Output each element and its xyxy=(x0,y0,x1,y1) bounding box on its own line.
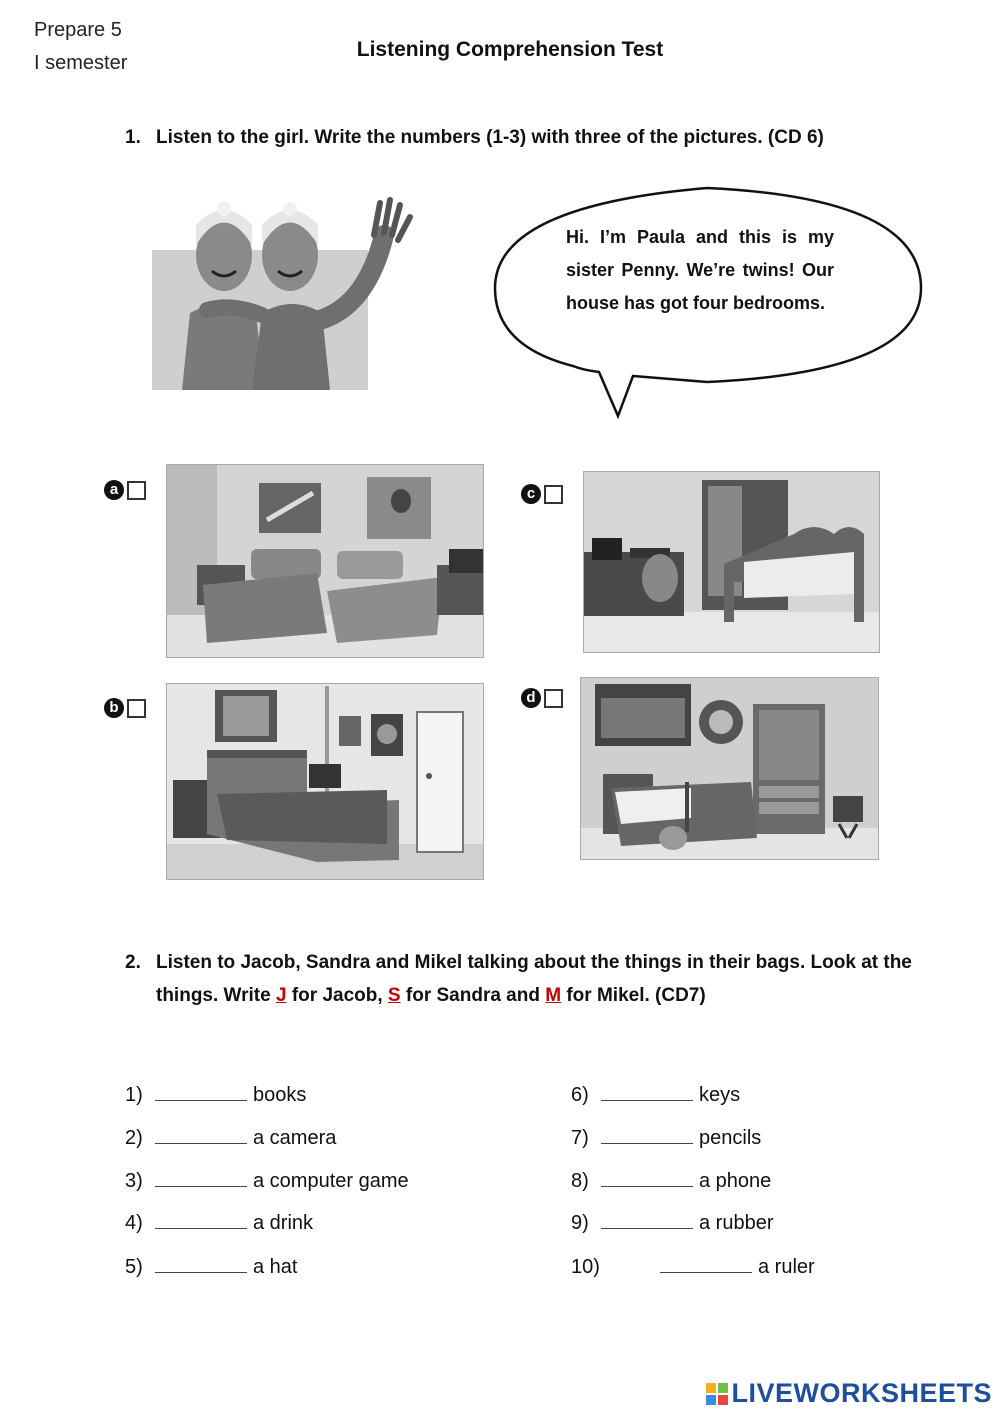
item-number: 10) xyxy=(571,1256,600,1278)
q1-number: 1. xyxy=(125,127,141,148)
page-title: Listening Comprehension Test xyxy=(356,38,664,61)
option-d-checkbox[interactable] xyxy=(544,689,563,708)
item-label: pencils xyxy=(699,1127,762,1149)
option-b-checkbox[interactable] xyxy=(127,699,146,718)
list-item xyxy=(571,1168,771,1194)
item-number: 2) xyxy=(125,1127,143,1149)
item-label: keys xyxy=(699,1084,741,1106)
list-item xyxy=(571,1210,774,1236)
item-label: a computer game xyxy=(253,1170,409,1192)
bedroom-b-image xyxy=(166,683,484,880)
option-b-letter: b xyxy=(104,698,124,718)
list-item xyxy=(125,1254,297,1280)
item-number: 1) xyxy=(125,1084,143,1106)
option-a-letter: a xyxy=(104,480,124,500)
q2-text-1: Listen to Jacob, Sandra and Mikel talking about the things in their bags. Look at the things. Write xyxy=(156,952,912,1006)
answer-blank[interactable] xyxy=(155,1125,247,1144)
option-a-checkbox[interactable] xyxy=(127,481,146,500)
bedroom-d-image xyxy=(580,677,879,860)
option-c-checkbox[interactable] xyxy=(544,485,563,504)
list-item xyxy=(571,1254,815,1280)
liveworksheets-icon xyxy=(706,1383,728,1405)
item-number: 6) xyxy=(571,1084,589,1106)
bedroom-c-image xyxy=(583,471,880,653)
answer-blank[interactable] xyxy=(155,1254,247,1273)
list-item xyxy=(571,1125,761,1151)
item-label: a ruler xyxy=(758,1256,815,1278)
item-number: 9) xyxy=(571,1212,589,1234)
answer-blank[interactable] xyxy=(155,1168,247,1187)
item-label: a phone xyxy=(699,1170,772,1192)
q1-instruction: Listen to the girl. Write the numbers (1-3) with three of the pictures. (CD 6) xyxy=(156,127,824,148)
answer-blank[interactable] xyxy=(660,1254,752,1273)
option-b xyxy=(104,698,146,718)
q2-instruction xyxy=(156,946,946,1012)
brand-logo[interactable] xyxy=(706,1378,992,1409)
item-number: 8) xyxy=(571,1170,589,1192)
item-label: books xyxy=(253,1084,307,1106)
item-label: a drink xyxy=(253,1212,314,1234)
brand-name: LIVEWORKSHEETS xyxy=(731,1378,992,1408)
item-label: a camera xyxy=(253,1127,337,1149)
answer-blank[interactable] xyxy=(601,1125,693,1144)
item-number: 5) xyxy=(125,1256,143,1278)
semester-label: I semester xyxy=(34,52,128,74)
list-item xyxy=(125,1168,409,1194)
item-number: 3) xyxy=(125,1170,143,1192)
code-jacob: J xyxy=(275,985,287,1006)
list-item xyxy=(125,1125,336,1151)
option-a xyxy=(104,480,146,500)
twins-illustration xyxy=(152,195,418,390)
list-item xyxy=(125,1082,306,1108)
bedroom-a-image xyxy=(166,464,484,658)
option-c-letter: c xyxy=(521,484,541,504)
option-c xyxy=(521,484,563,504)
option-d xyxy=(521,688,563,708)
item-label: a rubber xyxy=(699,1212,774,1234)
answer-blank[interactable] xyxy=(155,1210,247,1229)
answer-blank[interactable] xyxy=(155,1082,247,1101)
q2-text-2: for Jacob, xyxy=(286,985,388,1006)
q2-number: 2. xyxy=(125,952,141,973)
speech-text: Hi. I’m Paula and this is my sister Penny. We’re twins! Our house has got four bedrooms. xyxy=(566,227,834,313)
answer-blank[interactable] xyxy=(601,1210,693,1229)
item-number: 4) xyxy=(125,1212,143,1234)
list-item xyxy=(125,1210,313,1236)
list-item xyxy=(571,1082,740,1108)
answer-blank[interactable] xyxy=(601,1168,693,1187)
answer-blank[interactable] xyxy=(601,1082,693,1101)
q2-text-4: for Mikel. (CD7) xyxy=(561,985,706,1006)
code-mikel: M xyxy=(545,985,562,1006)
item-number: 7) xyxy=(571,1127,589,1149)
course-label: Prepare 5 xyxy=(34,19,122,41)
item-label: a hat xyxy=(253,1256,298,1278)
q2-text-3: for Sandra and xyxy=(400,985,546,1006)
code-sandra: S xyxy=(387,985,401,1006)
option-d-letter: d xyxy=(521,688,541,708)
